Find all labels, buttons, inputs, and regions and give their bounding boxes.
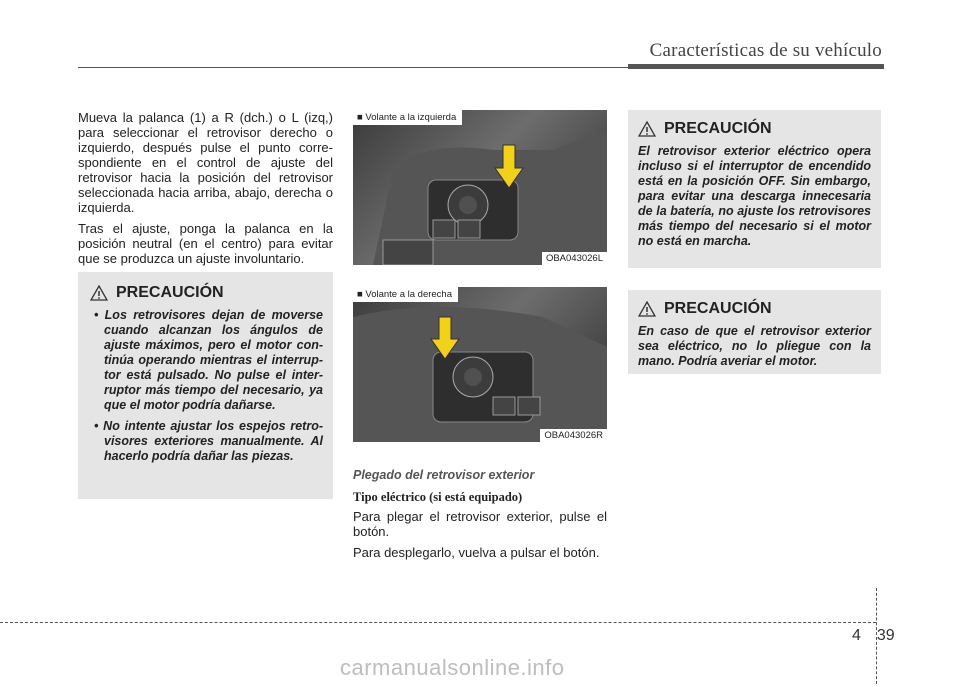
caution-text: En caso de que el retrovisor exterior sea eléctrico, no lo pliegue con la mano. Podría averiar el motor. (638, 324, 871, 368)
page-header-title: Características de su vehículo (649, 40, 882, 61)
folding-paragraph-1: Para plegar el retrovisor exterior, pulse el botón. (353, 509, 607, 539)
photo-code: OBA043026R (540, 429, 607, 442)
footer-h-dashed-line (0, 622, 876, 623)
caution-title: PRECAUCIÓN (664, 300, 772, 317)
door-panel-illustration (353, 287, 607, 442)
photo-left-hand-drive (353, 110, 607, 265)
section-title: Plegado del retrovisor exterior (353, 468, 535, 482)
photo-right-hand-drive (353, 287, 607, 442)
section-subhead: Tipo eléctrico (si está equipado) (353, 490, 523, 504)
photo-label: ■ Volante a la izquierda (353, 110, 462, 125)
instruction-paragraph-1: Mueva la palanca (1) a R (dch.) o L (izq,) para seleccionar el retrovisor derecho o izquierdo, después pulse el punto corre-spondiente en el control de ajuste del retrovisor hacia la posición del retrovisor seleccionada hacia arriba, abajo, derecha o izquierda. (78, 110, 333, 215)
caution-heading (90, 284, 323, 302)
door-panel-illustration (353, 110, 607, 265)
left-column (78, 110, 333, 272)
caution-box-left (78, 272, 333, 499)
folding-paragraph-2: Para desplegarlo, vuelva a pulsar el botón. (353, 545, 600, 560)
caution-box-right-2 (628, 290, 881, 374)
photo-label: ■ Volante a la derecha (353, 287, 458, 302)
chapter-number: 4 (852, 627, 861, 644)
page-number (852, 627, 895, 645)
warning-triangle-icon (90, 285, 108, 301)
warning-triangle-icon (638, 121, 656, 137)
photo-code: OBA043026L (542, 252, 607, 265)
folding-section (353, 468, 607, 566)
header-rule-accent (628, 64, 884, 69)
caution-heading (638, 300, 871, 318)
warning-triangle-icon (638, 301, 656, 317)
caution-text: El retrovisor exterior eléctrico opera incluso si el interruptor de encendido está en la posición OFF. Sin embargo, para evitar una descarga innecesaria de la batería, no ajuste los retrovisores más tiempo del necesario si el motor no está en marcha. (638, 144, 871, 248)
watermark: carmanualsonline.info (340, 655, 565, 680)
caution-heading (638, 120, 871, 138)
instruction-paragraph-2: Tras el ajuste, ponga la palanca en la posición neutral (en el centro) para evitar que se produzca un ajuste involuntario. (78, 221, 333, 266)
caution-bullet-1: • Los retrovisores dejan de moverse cuando alcanzan los ángulos de ajuste máximos, pero el motor con-tinúa operando mientras el interrup-tor está pulsado. No pulse el inter-ruptor más tiempo del necesario, ya que el motor podría dañarse. (94, 308, 323, 412)
page-number-value: 39 (876, 627, 895, 644)
caution-box-right-1 (628, 110, 881, 268)
caution-title: PRECAUCIÓN (664, 120, 772, 137)
caution-title: PRECAUCIÓN (116, 284, 224, 301)
caution-bullet-2: • No intente ajustar los espejos retro-visores exteriores manualmente. Al hacerlo podría dañar las piezas. (94, 419, 323, 463)
